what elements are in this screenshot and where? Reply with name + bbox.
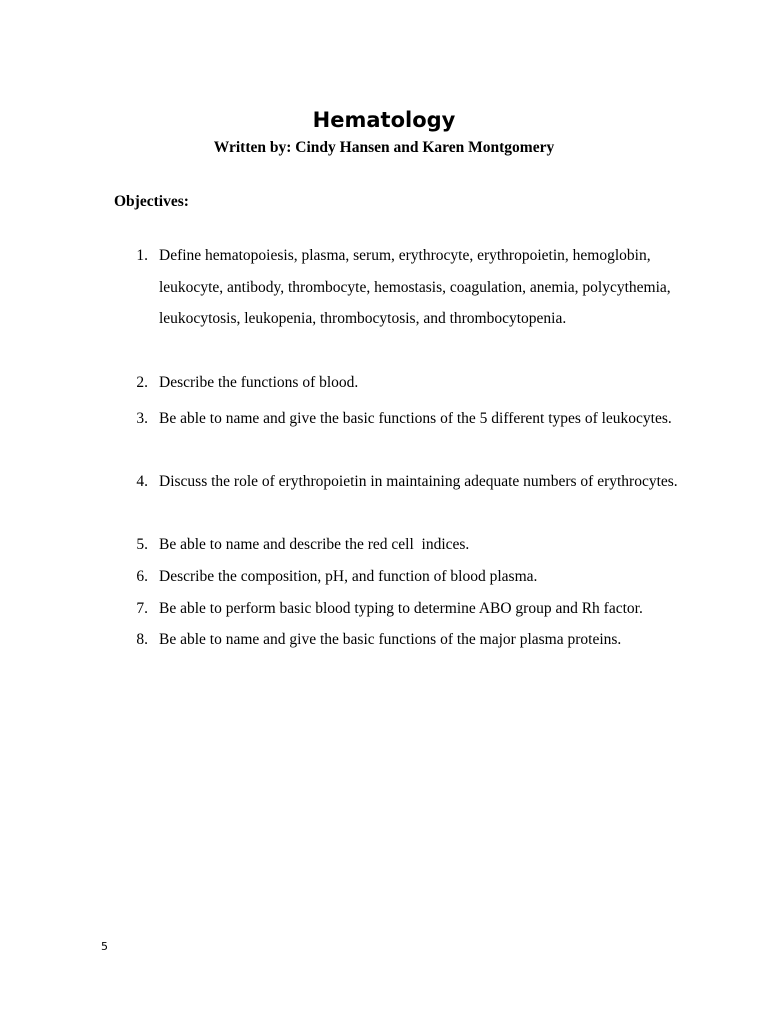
- objective-text: Be able to perform basic blood typing to determine ABO group and Rh factor.: [159, 600, 643, 617]
- objective-text: Be able to name and give the basic functions of the major plasma proteins.: [159, 631, 622, 648]
- objective-text: Define hematopoiesis, plasma, serum, erythrocyte, erythropoietin, hemoglobin, leukocyte, antibody, thrombocyte, hemostasis, coagulation, anemia, polycythemia, leukocytosis, leukopenia, thrombocytosis, and thrombocytopenia.: [159, 247, 671, 328]
- objective-text: Be able to name and describe the red cell indices.: [159, 536, 470, 553]
- objective-number: 3.: [136, 410, 148, 427]
- objective-text: Describe the functions of blood.: [159, 374, 359, 391]
- objective-text: Be able to name and give the basic functions of the 5 different types of leukocytes.: [159, 410, 672, 427]
- objective-number: 5.: [136, 536, 148, 553]
- objective-number: 2.: [136, 374, 148, 391]
- objective-number: 4.: [136, 473, 148, 490]
- objectives-heading: Objectives:: [114, 193, 189, 210]
- objective-text: Describe the composition, pH, and function of blood plasma.: [159, 568, 538, 585]
- document-title: Hematology: [312, 108, 456, 132]
- objective-number: 7.: [136, 600, 148, 617]
- author-byline: Written by: Cindy Hansen and Karen Montgomery: [213, 139, 555, 156]
- objective-number: 8.: [136, 631, 148, 648]
- objective-number: 1.: [136, 247, 148, 264]
- page-number: 5: [101, 940, 108, 953]
- objective-number: 6.: [136, 568, 148, 585]
- objective-text: Discuss the role of erythropoietin in maintaining adequate numbers of erythrocytes.: [159, 473, 678, 490]
